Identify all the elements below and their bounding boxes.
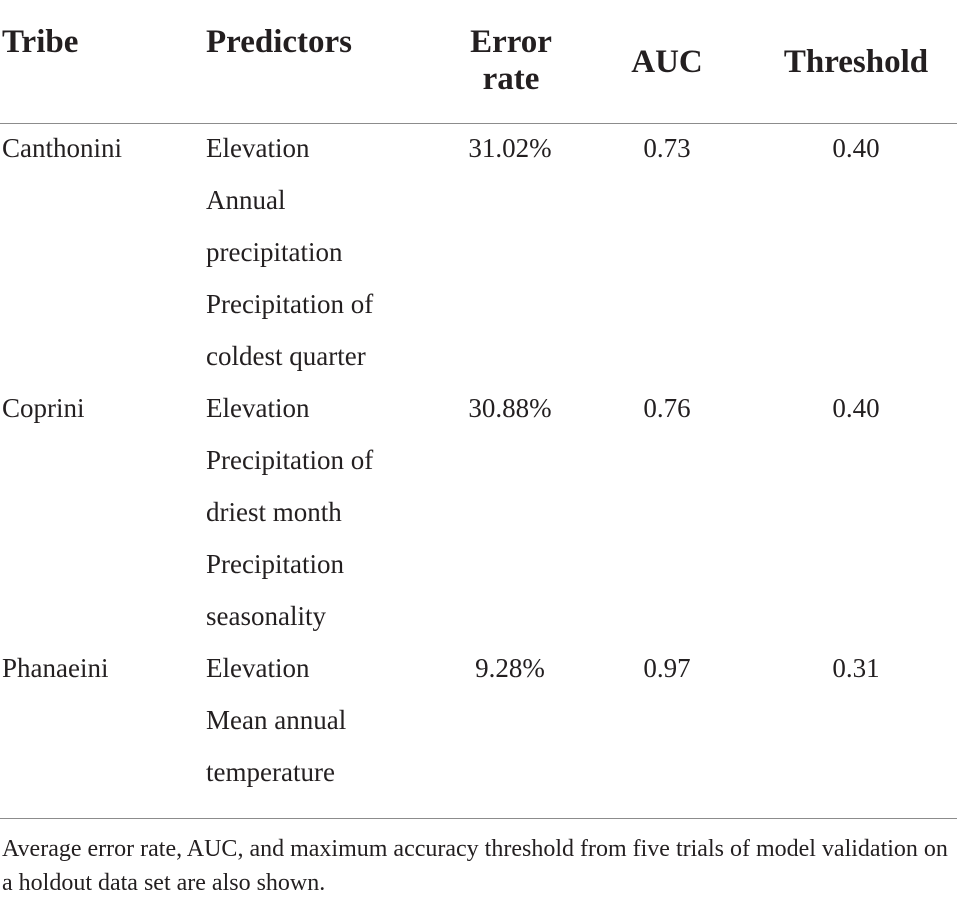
predictor-line: Annual xyxy=(206,185,286,215)
row-phanaeini-error-rate: 9.28% xyxy=(475,653,545,683)
row-canthonini-auc: 0.73 xyxy=(643,133,691,163)
header-tribe: Tribe xyxy=(2,24,79,60)
row-phanaeini-predictors xyxy=(206,642,346,798)
header-error-rate-line2: rate xyxy=(482,61,540,97)
predictor-line: driest month xyxy=(206,497,342,527)
row-coprini-predictors xyxy=(206,382,373,642)
predictor-line: precipitation xyxy=(206,237,343,267)
footer-divider xyxy=(0,818,957,819)
header-auc: AUC xyxy=(631,44,703,80)
predictor-line: seasonality xyxy=(206,601,326,631)
row-coprini-error-rate: 30.88% xyxy=(468,393,552,423)
predictor-line: Precipitation of xyxy=(206,445,374,475)
row-phanaeini-threshold: 0.31 xyxy=(832,653,880,683)
predictor-line: coldest quarter xyxy=(206,341,366,371)
row-canthonini-threshold: 0.40 xyxy=(832,133,880,163)
row-canthonini-error-rate: 31.02% xyxy=(468,133,552,163)
predictor-line: Mean annual xyxy=(206,705,347,735)
header-predictors: Predictors xyxy=(206,24,353,60)
row-phanaeini-auc: 0.97 xyxy=(643,653,691,683)
row-phanaeini-tribe: Phanaeini xyxy=(2,653,109,683)
predictor-line: Precipitation xyxy=(206,549,344,579)
table-footnote: Average error rate, AUC, and maximum accuracy threshold from five trials of model validation on a holdout data set are also shown. xyxy=(2,836,948,896)
row-coprini-threshold: 0.40 xyxy=(832,393,880,423)
row-canthonini-tribe: Canthonini xyxy=(2,133,122,163)
header-error-rate-line1: Error xyxy=(470,24,552,60)
row-coprini-tribe: Coprini xyxy=(2,393,85,423)
predictor-line: Elevation xyxy=(206,653,310,683)
row-canthonini-predictors xyxy=(206,122,373,382)
predictor-line: temperature xyxy=(206,757,335,787)
predictor-line: Precipitation of xyxy=(206,289,374,319)
header-threshold: Threshold xyxy=(783,44,929,80)
predictor-line: Elevation xyxy=(206,133,310,163)
header-error-rate xyxy=(466,24,556,98)
predictor-line: Elevation xyxy=(206,393,310,423)
row-coprini-auc: 0.76 xyxy=(643,393,691,423)
